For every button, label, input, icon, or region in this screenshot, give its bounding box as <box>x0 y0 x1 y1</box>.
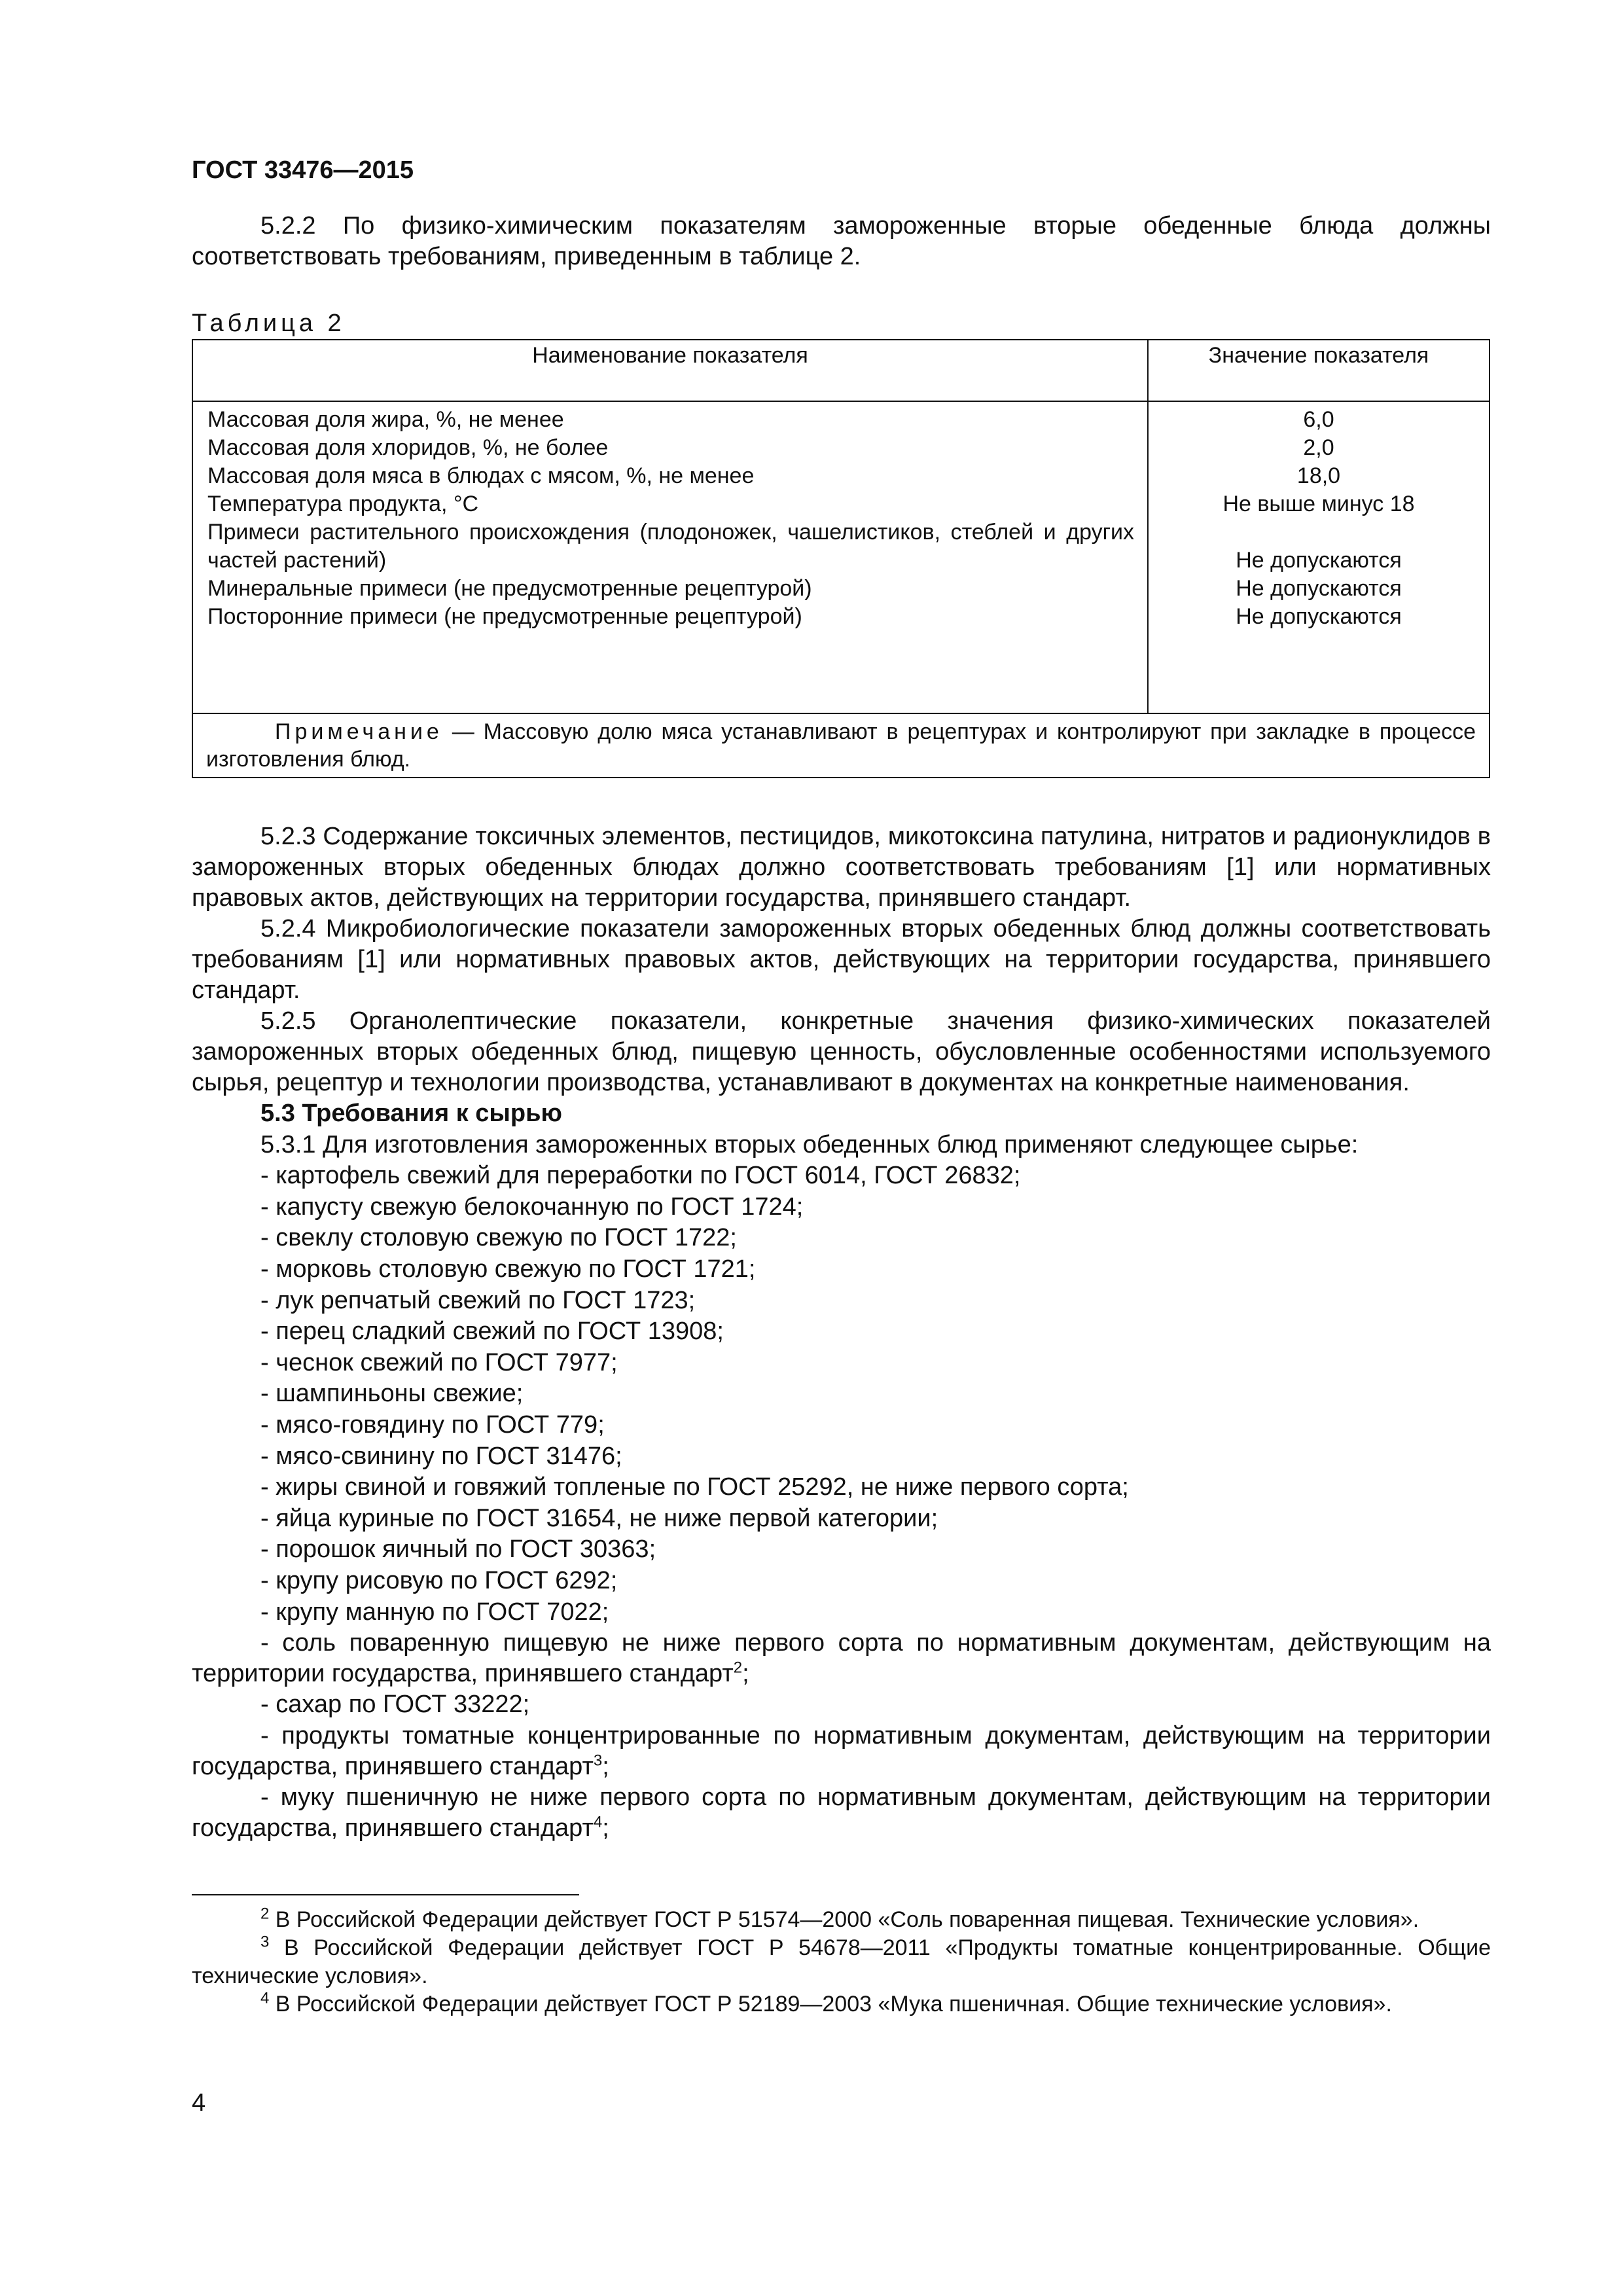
values-cell <box>1148 401 1489 713</box>
list-item: - сахар по ГОСТ 33222; <box>260 1691 530 1719</box>
value-mineral-impurities: Не допускаются <box>1236 576 1402 601</box>
footnote-2 <box>192 1906 1491 1934</box>
indicator-mineral-impurities: Минеральные примеси (не предусмотренные рецептурой) <box>207 576 812 601</box>
list-item: - капусту свежую белокочанную по ГОСТ 1724; <box>260 1193 804 1221</box>
value-chlorides: 2,0 <box>1303 435 1334 460</box>
indicator-temperature: Температура продукта, °С <box>207 492 479 516</box>
footnotes <box>192 1906 1491 2018</box>
list-item: - крупу рисовую по ГОСТ 6292; <box>260 1566 618 1594</box>
table-header-row <box>192 340 1489 401</box>
page-number: 4 <box>192 2089 206 2117</box>
list-item: - крупу манную по ГОСТ 7022; <box>260 1598 609 1626</box>
list-item-tomato-text: - продукты томатные концентрированные по нормативным документам, действующим на территории государства, принявшего стандарт <box>192 1721 1491 1780</box>
footnote-separator <box>192 1894 579 1895</box>
paragraph-5-2-2: 5.2.2 По физико-химическим показателям замороженные вторые обеденные блюда должны соответствовать требованиям, приведенным в таблице 2. <box>192 212 1491 270</box>
footnote-4 <box>192 1990 1491 2018</box>
list-item: - шампиньоны свежие; <box>260 1380 524 1408</box>
list-item: - мясо-свинину по ГОСТ 31476; <box>260 1442 622 1470</box>
table-2 <box>192 339 1490 778</box>
value-plant-impurities: Не допускаются <box>1236 548 1402 573</box>
indicator-foreign-impurities: Посторонние примеси (не предусмотренные рецептурой) <box>207 604 802 629</box>
list-item: - порошок яичный по ГОСТ 30363; <box>260 1535 656 1564</box>
paragraph-5-2-4: 5.2.4 Микробиологические показатели замороженных вторых обеденных блюд должны соответствовать требованиям [1] или нормативных правовых актов, действующих на территории государства, принявшего стандарт. <box>192 915 1491 1004</box>
footnote-number: 3 <box>260 1933 270 1951</box>
footnote-number: 4 <box>260 1989 270 2007</box>
value-fat: 6,0 <box>1303 407 1334 432</box>
list-item: - морковь столовую свежую по ГОСТ 1721; <box>260 1255 756 1283</box>
list-item-salt <box>192 1628 1491 1689</box>
footnote-number: 2 <box>260 1905 270 1923</box>
table-caption: Таблица 2 <box>192 310 346 337</box>
list-item: - свеклу столовую свежую по ГОСТ 1722; <box>260 1224 737 1252</box>
indicator-meat: Массовая доля мяса в блюдах с мясом, %, не менее <box>207 463 755 488</box>
table-header-value: Значение показателя <box>1148 340 1489 401</box>
indicators-cell <box>192 401 1148 713</box>
section-heading-5-3: 5.3 Требования к сырью <box>260 1100 562 1127</box>
indicator-chlorides: Массовая доля хлоридов, %, не более <box>207 435 609 460</box>
table-header-indicator: Наименование показателя <box>192 340 1148 401</box>
raw-materials-list <box>192 1160 1491 1844</box>
value-spacer <box>1156 518 1481 547</box>
list-item-salt-text: - соль поваренную пищевую не ниже первого сорта по нормативным документам, действующим на территории государства, принявшего стандарт <box>192 1629 1491 1688</box>
main-section <box>192 821 1491 1844</box>
value-foreign-impurities: Не допускаются <box>1236 604 1402 629</box>
footnote-ref-4: 4 <box>593 1813 603 1831</box>
list-item-flour <box>192 1782 1491 1844</box>
value-meat: 18,0 <box>1296 463 1341 488</box>
paragraph-5-3-1: 5.3.1 Для изготовления замороженных вторых обеденных блюд применяют следующее сырье: <box>260 1130 1359 1158</box>
footnote-3 <box>192 1934 1491 1990</box>
list-item: - перец сладкий свежий по ГОСТ 13908; <box>260 1318 724 1346</box>
list-item-tomato-end: ; <box>602 1752 609 1780</box>
list-item-tomato <box>192 1721 1491 1782</box>
list-item-flour-end: ; <box>602 1814 609 1842</box>
intro-section <box>192 211 1491 272</box>
list-item: - картофель свежий для переработки по ГОСТ 6014, ГОСТ 26832; <box>260 1162 1021 1190</box>
list-item-flour-text: - муку пшеничную не ниже первого сорта по нормативным документам, действующим на территории государства, принявшего стандарт <box>192 1783 1491 1842</box>
list-item-salt-end: ; <box>742 1660 749 1688</box>
indicator-fat: Массовая доля жира, %, не менее <box>207 407 564 432</box>
note-text: — Массовую долю мяса устанавливают в рецептурах и контролируют при закладке в процессе изготовления блюд. <box>206 719 1476 772</box>
paragraph-5-2-5: 5.2.5 Органолептические показатели, конкретные значения физико-химических показателей замороженных вторых обеденных блюд, пищевую ценность, обусловленные особенностями используемого сырья, рецептур и технологии производства, устанавливают в документах на конкретные наименования. <box>192 1007 1491 1096</box>
footnote-ref-2: 2 <box>733 1659 743 1677</box>
table-note <box>192 713 1489 778</box>
paragraph-5-2-3: 5.2.3 Содержание токсичных элементов, пестицидов, микотоксина патулина, нитратов и радионуклидов в замороженных вторых обеденных блюдах должно соответствовать требованиям [1] или нормативных правовых актов, действующих на территории государства, принявшего стандарт. <box>192 823 1491 912</box>
footnote-text: В Российской Федерации действует ГОСТ Р 54678—2011 «Продукты томатные концентрированные. Общие технические условия». <box>192 1935 1491 1988</box>
list-item: - лук репчатый свежий по ГОСТ 1723; <box>260 1286 696 1314</box>
value-temperature: Не выше минус 18 <box>1222 492 1415 516</box>
list-item: - чеснок свежий по ГОСТ 7977; <box>260 1348 618 1376</box>
list-item: - мясо-говядину по ГОСТ 779; <box>260 1410 605 1439</box>
document-header-title: ГОСТ 33476—2015 <box>192 156 414 184</box>
footnote-text: В Российской Федерации действует ГОСТ Р 51574—2000 «Соль поваренная пищевая. Технические условия». <box>269 1907 1419 1932</box>
table-note-row <box>192 713 1489 778</box>
footnote-ref-3: 3 <box>593 1751 603 1770</box>
footnote-text: В Российской Федерации действует ГОСТ Р 52189—2003 «Мука пшеничная. Общие технические условия». <box>269 1992 1392 2017</box>
list-item: - жиры свиной и говяжий топленые по ГОСТ 25292, не ниже первого сорта; <box>260 1473 1129 1501</box>
note-label: Примечание <box>275 719 443 744</box>
table-body-row <box>192 401 1489 713</box>
list-item: - яйца куриные по ГОСТ 31654, не ниже первой категории; <box>260 1504 938 1532</box>
indicator-plant-impurities: Примеси растительного происхождения (плодоножек, чашелистиков, стеблей и других частей растений) <box>207 520 1134 573</box>
